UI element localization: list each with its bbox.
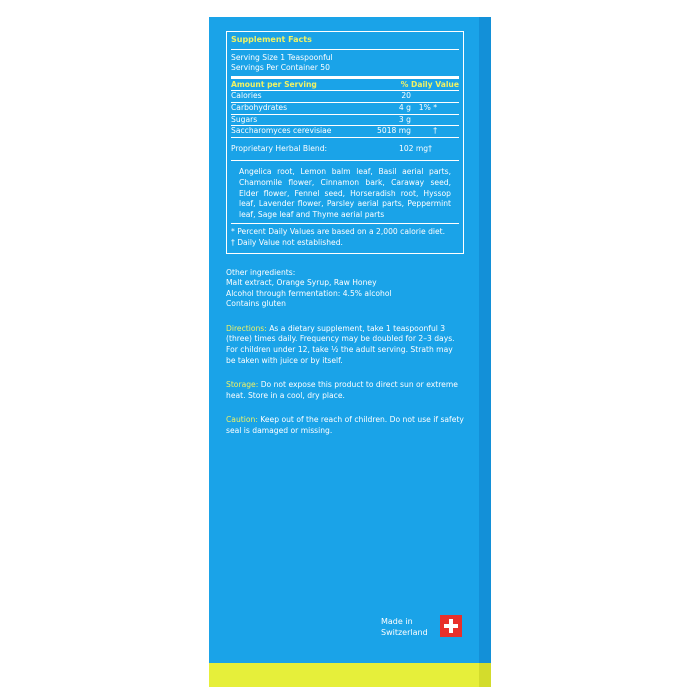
storage-text: Do not expose this product to direct sun or extreme heat. Store in a cool, dry place. bbox=[226, 380, 458, 400]
amount-header: Amount per Serving bbox=[231, 79, 317, 89]
directions bbox=[226, 324, 464, 366]
box-bottom-side bbox=[479, 663, 491, 687]
herbal-blend-row bbox=[231, 138, 459, 162]
made-in-label bbox=[381, 616, 428, 638]
nutrient-row bbox=[231, 91, 459, 103]
nutrient-dv: 1% * bbox=[418, 102, 437, 112]
other-ingredients bbox=[226, 268, 464, 310]
amount-header-row bbox=[231, 79, 459, 92]
facts-footnotes bbox=[231, 224, 459, 248]
country-line: Switzerland bbox=[381, 628, 428, 637]
blend-name: Proprietary Herbal Blend: bbox=[231, 143, 328, 153]
serving-info bbox=[231, 50, 459, 79]
nutrient-name: Carbohydrates bbox=[231, 102, 288, 112]
box-bottom-band bbox=[209, 663, 491, 687]
caution-text: Keep out of the reach of children. Do not use if safety seal is damaged or missing. bbox=[226, 415, 464, 436]
nutrient-dv bbox=[411, 115, 459, 126]
nutrient-dv: † bbox=[433, 126, 437, 136]
footnote-not-established: † Daily Value not established. bbox=[231, 237, 343, 247]
storage-label: Storage: bbox=[226, 380, 259, 390]
other-ingredients-title: Other ingredients: bbox=[226, 267, 296, 277]
nutrient-amount: 3 g bbox=[398, 114, 411, 124]
storage bbox=[226, 380, 464, 401]
servings-per-container: Servings Per Container 50 bbox=[231, 63, 330, 73]
nutrient-name: Saccharomyces cerevisiae bbox=[231, 126, 332, 136]
box-side-panel bbox=[479, 17, 491, 687]
other-ingredients-line: Alcohol through fermentation: 4.5% alcohol bbox=[226, 288, 392, 298]
nutrient-dv bbox=[411, 91, 459, 102]
directions-label: Directions: bbox=[226, 323, 267, 333]
nutrient-amount: 20 bbox=[401, 91, 411, 101]
nutrient-row bbox=[231, 115, 459, 127]
facts-title: Supplement Facts bbox=[231, 35, 459, 50]
nutrient-row bbox=[231, 126, 459, 138]
footnote-daily-values: * Percent Daily Values are based on a 2,000 calorie diet. bbox=[231, 227, 446, 237]
nutrient-row bbox=[231, 103, 459, 115]
swiss-flag-icon bbox=[440, 615, 462, 637]
other-ingredients-line: Contains gluten bbox=[226, 299, 286, 309]
label-content bbox=[226, 31, 464, 437]
daily-value-header: % Daily Value bbox=[400, 79, 459, 89]
nutrient-name: Sugars bbox=[231, 114, 258, 124]
other-ingredients-line: Malt extract, Orange Syrup, Raw Honey bbox=[226, 278, 377, 288]
nutrient-amount: 4 g bbox=[398, 102, 411, 112]
supplement-facts-panel bbox=[226, 31, 464, 254]
serving-size: Serving Size 1 Teaspoonful bbox=[231, 52, 333, 62]
nutrient-name: Calories bbox=[231, 91, 262, 101]
caution bbox=[226, 415, 464, 436]
blend-amount: 102 mg† bbox=[399, 143, 432, 153]
caution-label: Caution: bbox=[226, 415, 258, 425]
directions-text: As a dietary supplement, take 1 teaspoonful 3 (three) times daily. Frequency may be doubled for 2–3 days. For children under 12, take ½ the adult serving. Strath may be taken with juice or by itself. bbox=[226, 323, 455, 365]
made-in-line: Made in bbox=[381, 617, 413, 626]
nutrient-amount: 5018 mg bbox=[377, 126, 411, 136]
blend-ingredients: Angelica root, Lemon balm leaf, Basil aerial parts, Chamomile flower, Cinnamon bark, Caraway seed, Elder flower, Fennel seed, Horseradish root, Hyssop leaf, Lavender flower, Parsley aerial parts, Peppermint leaf, Sage leaf and Thyme aerial parts bbox=[231, 161, 459, 224]
